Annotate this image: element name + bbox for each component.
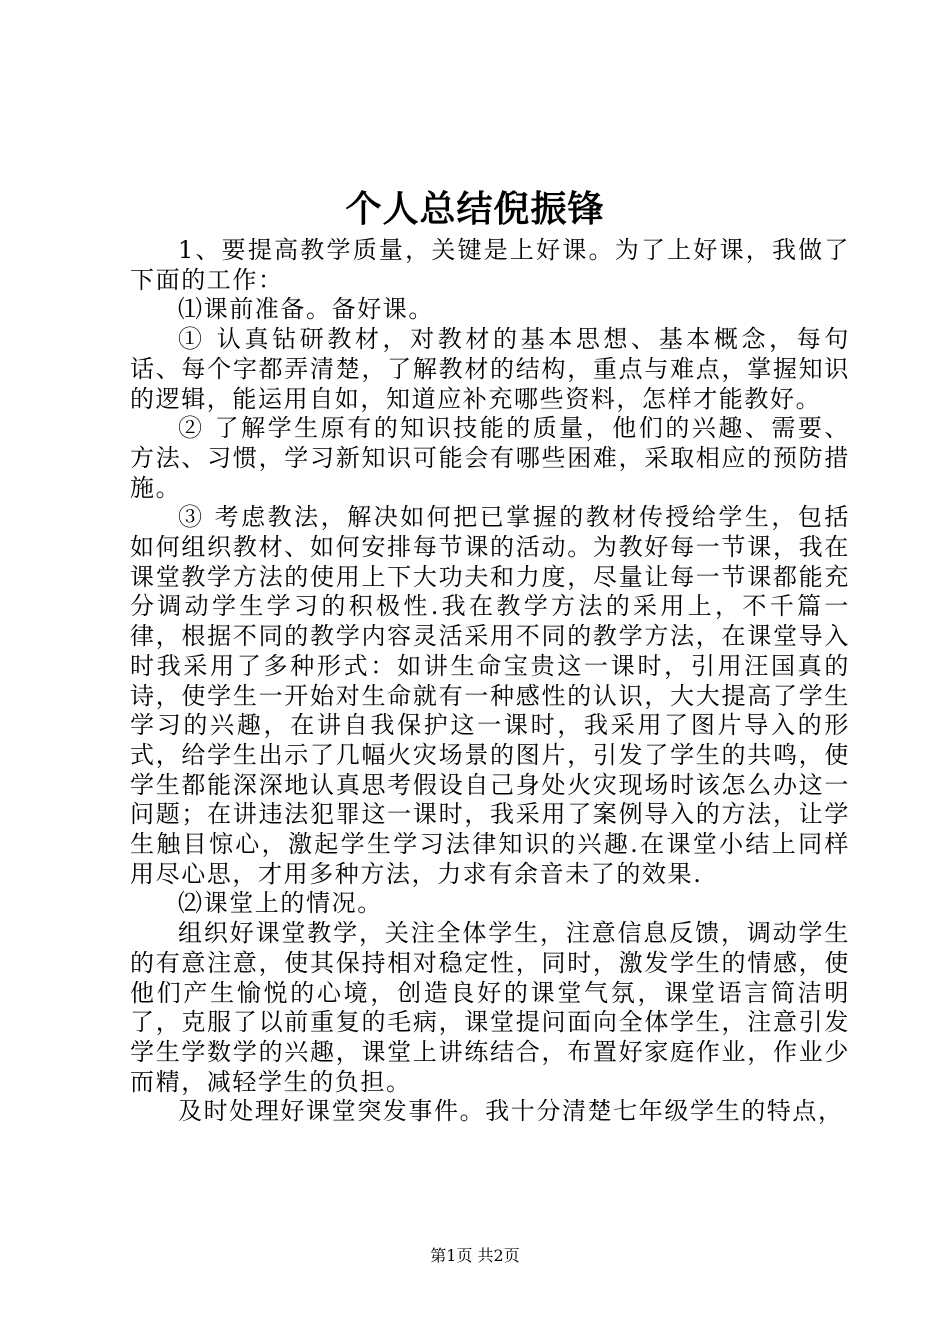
body-paragraph: 1、要提高教学质量，关键是上好课。为了上好课，我做了下面的工作： [130,236,850,294]
body-paragraph: ① 认真钻研教材，对教材的基本思想、基本概念，每句话、每个字都弄清楚，了解教材的结构，重点与难点，掌握知识的逻辑，能运用自如，知道应补充哪些资料，怎样才能教好。 [130,325,850,413]
body-paragraph: ② 了解学生原有的知识技能的质量，他们的兴趣、需要、方法、习惯，学习新知识可能会有哪些困难，采取相应的预防措施。 [130,414,850,502]
document-body [130,236,850,1127]
body-paragraph: ⑴课前准备。备好课。 [178,295,434,324]
document-title: 个人总结倪振锋 [345,188,605,230]
body-paragraph: ③ 考虑教法，解决如何把已掌握的教材传授给学生，包括如何组织教材、如何安排每节课的活动。为教好每一节课，我在课堂教学方法的使用上下大功夫和力度，尽量让每一节课都能充分调动学生学习的积极性.我在教学方法的采用上，不千篇一律，根据不同的教学内容灵活采用不同的教学方法，在课堂导入时我采用了多种形式：如讲生命宝贵这一课时，引用汪国真的诗，使学生一开始对生命就有一种感性的认识，大大提高了学生学习的兴趣，在讲自我保护这一课时，我采用了图片导入的形式，给学生出示了几幅火灾场景的图片，引发了学生的共鸣，使学生都能深深地认真思考假设自己身处火灾现场时该怎么办这一问题；在讲违法犯罪这一课时，我采用了案例导入的方法，让学生触目惊心，激起学生学习法律知识的兴趣.在课堂小结上同样用尽心思，才用多种方法，力求有余音未了的效果. [130,503,850,888]
body-paragraph: 及时处理好课堂突发事件。我十分清楚七年级学生的特点， [178,1097,844,1126]
body-paragraph: 组织好课堂教学，关注全体学生，注意信息反馈，调动学生的有意注意，使其保持相对稳定性，同时，激发学生的情感，使他们产生愉悦的心境，创造良好的课堂气氛，课堂语言简洁明了，克服了以前重复的毛病，课堂提问面向全体学生，注意引发学生学数学的兴趣，课堂上讲练结合，布置好家庭作业，作业少而精，减轻学生的负担。 [130,919,850,1096]
page-footer: 第1页 共2页 [430,1246,520,1265]
body-paragraph: ⑵课堂上的情况。 [178,889,383,918]
